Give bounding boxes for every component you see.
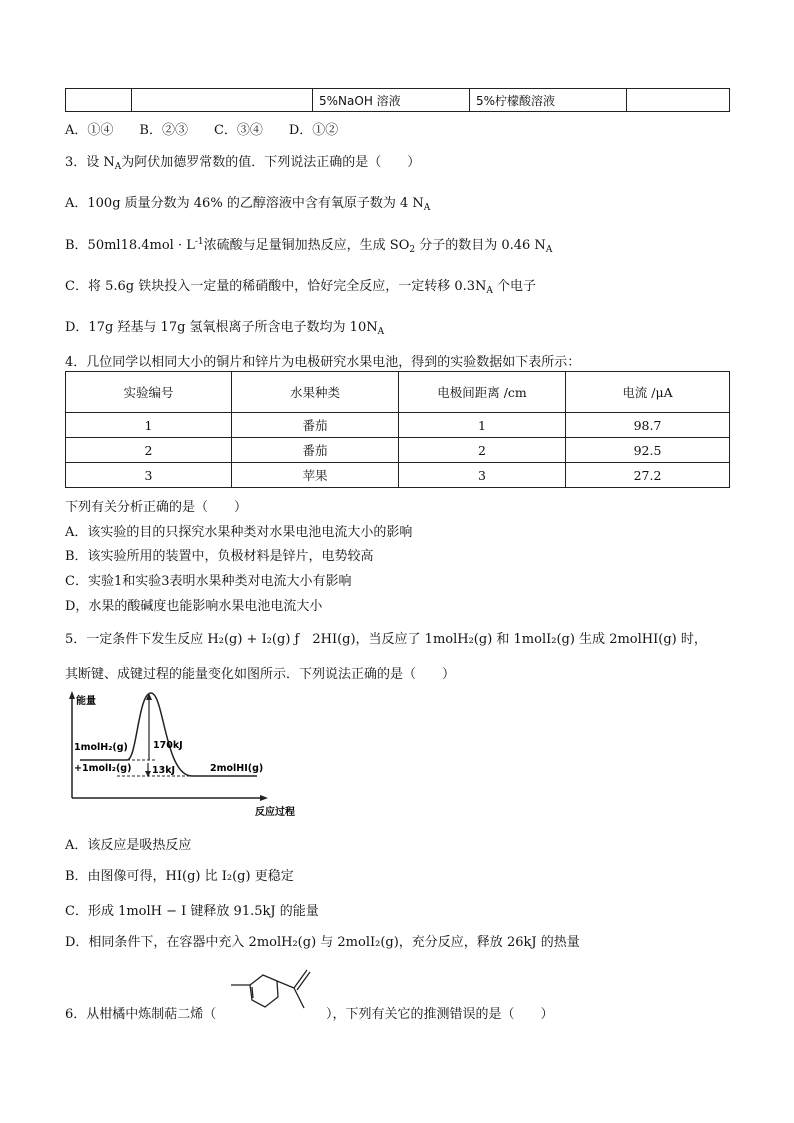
q4-option-a: A．该实验的目的只探究水果种类对水果电池电流大小的影响 — [65, 525, 413, 540]
table-row — [66, 463, 730, 488]
q3-d-sub: A — [377, 327, 385, 337]
q4-header-cell: 水果种类 — [232, 372, 399, 413]
q3-c-pre: C．将 5.6g 铁块投入一定量的稀硝酸中，恰好完全反应，一定转移 0.3N — [65, 279, 487, 294]
q2-options: A．①④ B．②③ C．③④ D．①② — [65, 123, 339, 138]
q5-option-d: D．相同条件下，在容器中充入 2molH₂(g) 与 2molI₂(g)，充分反应，释放 26kJ 的热量 — [65, 935, 580, 950]
q3-option-a — [65, 192, 430, 213]
q3-b-pre: B．50ml18.4mol · L — [65, 238, 195, 253]
q4-cell: 苹果 — [232, 463, 399, 488]
q3-option-b — [65, 234, 552, 255]
x-axis-label: 反应过程 — [255, 807, 295, 818]
terpene-structure — [225, 962, 325, 1022]
q4-cell: 98.7 — [566, 413, 730, 438]
energy-170-label: 170kJ — [153, 740, 183, 751]
q3-b-mid: 浓硫酸与足量铜加热反应，生成 SO — [203, 238, 410, 253]
q3-c-sub: A — [486, 286, 493, 296]
q5-option-c: C．形成 1molH − I 键释放 91.5kJ 的能量 — [65, 904, 319, 919]
q4-header-cell: 电极间距离 /cm — [399, 372, 566, 413]
q3-c-rest: 个电子 — [492, 279, 537, 294]
q3-d-text: D．17g 羟基与 17g 氢氧根离子所含电子数均为 10N — [65, 320, 378, 335]
reactant-label-1: 1molH₂(g) — [74, 742, 128, 753]
energy-13-label: 13kJ — [152, 765, 176, 776]
top-table-cell — [132, 89, 313, 112]
q3-a-text: A．100g 质量分数为 46% 的乙醇溶液中含有氧原子数为 4 N — [65, 196, 424, 211]
q3-stem — [65, 151, 420, 172]
q4-table — [65, 371, 730, 488]
q4-cell: 3 — [66, 463, 232, 488]
y-axis-label: 能量 — [76, 696, 96, 707]
table-row — [66, 413, 730, 438]
q4-cell: 1 — [66, 413, 232, 438]
table-row — [66, 438, 730, 463]
q4-question: 下列有关分析正确的是（ ） — [65, 500, 248, 515]
q4-stem: 4．几位同学以相同大小的铜片和锌片为电极研究水果电池，得到的实验数据如下表所示： — [65, 355, 581, 370]
q3-stem-sub: A — [114, 162, 122, 172]
q3-stem-rest: 为阿伏加德罗常数的值．下列说法正确的是（ ） — [121, 155, 421, 170]
q3-option-d — [65, 316, 384, 337]
q4-cell: 27.2 — [566, 463, 730, 488]
q3-b-rest: 分子的数目为 0.46 N — [415, 238, 546, 253]
top-table-cell: 5%柠檬酸溶液 — [470, 89, 627, 112]
q3-b-sub2: A — [545, 245, 553, 255]
product-label: 2molHI(g) — [210, 763, 264, 774]
q3-option-c — [65, 275, 536, 296]
q4-cell: 92.5 — [566, 438, 730, 463]
q4-cell: 1 — [399, 413, 566, 438]
q3-a-sub: A — [423, 203, 431, 213]
q5-stem-line1: 5．一定条件下发生反应 H₂(g) + I₂(g) ƒ 2HI(g)，当反应了 1molH₂(g) 和 1molI₂(g) 生成 2molHI(g) 时， — [65, 632, 707, 647]
reactant-label-2: +1molI₂(g) — [74, 763, 132, 774]
q4-cell: 2 — [66, 438, 232, 463]
q6-stem-post: ），下列有关它的推测错误的是（ ） — [326, 1007, 554, 1022]
q3-stem-text: 3．设 N — [65, 155, 115, 170]
q4-header-cell: 实验编号 — [66, 372, 232, 413]
energy-diagram — [62, 688, 312, 820]
q3-b-sub: 2 — [409, 245, 416, 255]
top-table-cell: 5%NaOH 溶液 — [313, 89, 470, 112]
q4-cell: 3 — [399, 463, 566, 488]
top-table — [65, 88, 730, 112]
q4-option-b: B．该实验所用的装置中，负极材料是锌片，电势较高 — [65, 549, 374, 564]
q4-option-d: D，水果的酸碱度也能影响水果电池电流大小 — [65, 599, 323, 614]
q4-cell: 番茄 — [232, 438, 399, 463]
q5-option-a: A．该反应是吸热反应 — [65, 838, 192, 853]
q6-stem-pre: 6．从柑橘中炼制萜二烯（ — [65, 1007, 217, 1022]
q5-option-b: B．由图像可得，HI(g) 比 I₂(g) 更稳定 — [65, 869, 294, 884]
q5-stem-line2: 其断键、成键过程的能量变化如图所示．下列说法正确的是（ ） — [65, 667, 456, 682]
q4-cell: 番茄 — [232, 413, 399, 438]
q3-b-sup: -1 — [194, 237, 204, 247]
top-table-cell — [66, 89, 132, 112]
top-table-cell — [627, 89, 730, 112]
q4-cell: 2 — [399, 438, 566, 463]
q4-header-cell: 电流 /μA — [566, 372, 730, 413]
q4-option-c: C．实验1和实验3表明水果种类对电流大小有影响 — [65, 574, 352, 589]
